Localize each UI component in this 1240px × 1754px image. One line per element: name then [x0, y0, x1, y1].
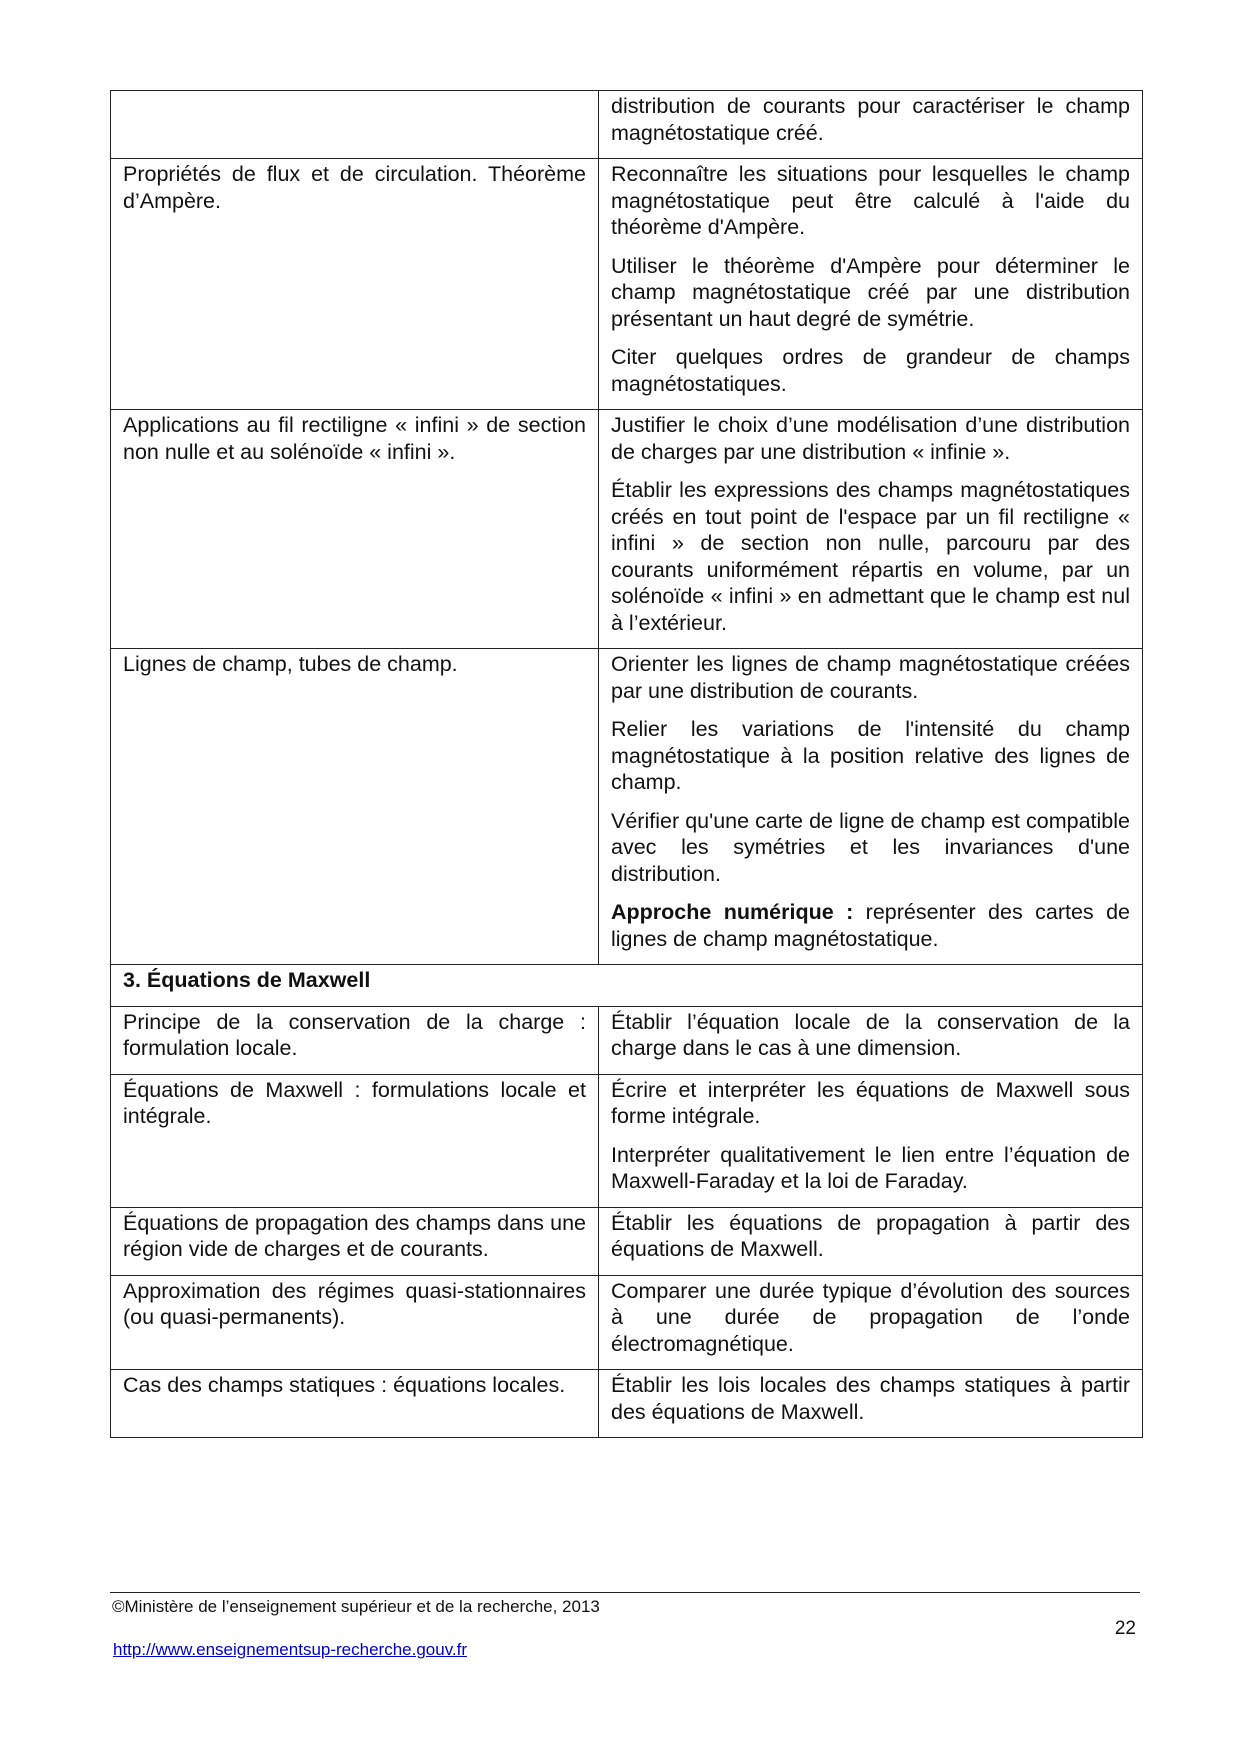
capacity-cell: [599, 410, 1143, 649]
footer-copyright: ©Ministère de l’enseignement supérieur et de la recherche, 2013: [112, 1597, 600, 1616]
numerical-approach-description: représenter des cartes de lignes de champ magnétostatique.: [611, 900, 1130, 951]
page-number: 22: [1114, 1618, 1136, 1639]
notion-cell: [111, 1006, 599, 1074]
capacity-text: Établir l’équation locale de la conservation de la charge dans le cas à une dimension.: [611, 1009, 1130, 1060]
numerical-approach-text: [611, 899, 1130, 952]
capacity-cell: [599, 1006, 1143, 1074]
section-title: 3. Équations de Maxwell: [111, 965, 1143, 1007]
notion-text: Cas des champs statiques : équations locales.: [123, 1373, 566, 1397]
table-row: [111, 1006, 1143, 1074]
table-row: [111, 1207, 1143, 1275]
footer-link[interactable]: http://www.enseignementsup-recherche.gouv.fr: [113, 1640, 468, 1659]
notion-text: Approximation des régimes quasi-stationnaires (ou quasi-permanents).: [123, 1278, 586, 1329]
capacity-text: Écrire et interpréter les équations de Maxwell sous forme intégrale.: [611, 1077, 1130, 1128]
capacity-cell: [599, 91, 1143, 159]
capacity-cell: [599, 1074, 1143, 1207]
table-row: [111, 649, 1143, 965]
table-row: [111, 91, 1143, 159]
notion-cell: [111, 159, 599, 410]
footer-divider: [110, 1592, 1140, 1593]
notion-text: Équations de Maxwell : formulations locale et intégrale.: [123, 1077, 586, 1128]
notion-cell: [111, 1074, 599, 1207]
table-row: [111, 1275, 1143, 1370]
program-table: [110, 90, 1143, 1438]
capacity-text: Reconnaître les situations pour lesquelles le champ magnétostatique peut être calculé à l'aide du théorème d'Ampère.: [611, 162, 1130, 239]
notion-cell: [111, 410, 599, 649]
numerical-approach-label: Approche numérique :: [611, 900, 854, 924]
notion-cell: [111, 91, 599, 159]
notion-text: Lignes de champ, tubes de champ.: [123, 652, 458, 676]
capacity-cell: [599, 649, 1143, 965]
capacity-text: Relier les variations de l'intensité du champ magnétostatique à la position relative des lignes de champ.: [611, 717, 1130, 794]
capacity-cell: [599, 1207, 1143, 1275]
table-row: [111, 410, 1143, 649]
capacity-text: Justifier le choix d’une modélisation d’une distribution de charges par une distribution « infinie ».: [611, 413, 1130, 464]
section-header-row: [111, 965, 1143, 1007]
table-row: [111, 1370, 1143, 1438]
notion-text: Équations de propagation des champs dans une région vide de charges et de courants.: [123, 1210, 586, 1261]
capacity-cell: [599, 159, 1143, 410]
notion-cell: [111, 1207, 599, 1275]
capacity-text: Interpréter qualitativement le lien entre l’équation de Maxwell-Faraday et la loi de Faraday.: [611, 1142, 1130, 1193]
capacity-text: Vérifier qu'une carte de ligne de champ est compatible avec les symétries et les invariances d'une distribution.: [611, 808, 1130, 886]
capacity-text: distribution de courants pour caractériser le champ magnétostatique créé.: [611, 94, 1130, 145]
capacity-text: Comparer une durée typique d’évolution des sources à une durée de propagation de l’onde électromagnétique.: [611, 1278, 1130, 1356]
table-row: [111, 1074, 1143, 1207]
capacity-text: Établir les lois locales des champs statiques à partir des équations de Maxwell.: [611, 1373, 1130, 1424]
notion-text: Applications au fil rectiligne « infini » de section non nulle et au solénoïde « infini ».: [123, 413, 586, 464]
notion-text: Propriétés de flux et de circulation. Théorème d’Ampère.: [123, 162, 586, 213]
capacity-text: Établir les équations de propagation à partir des équations de Maxwell.: [611, 1210, 1130, 1261]
capacity-cell: [599, 1275, 1143, 1370]
table-row: [111, 159, 1143, 410]
notion-cell: [111, 649, 599, 965]
capacity-text: Orienter les lignes de champ magnétostatique créées par une distribution de courants.: [611, 652, 1130, 703]
notion-text: Principe de la conservation de la charge : formulation locale.: [123, 1009, 586, 1060]
notion-cell: [111, 1275, 599, 1370]
capacity-text: Citer quelques ordres de grandeur de champs magnétostatiques.: [611, 345, 1130, 396]
capacity-cell: [599, 1370, 1143, 1438]
notion-cell: [111, 1370, 599, 1438]
capacity-text: Utiliser le théorème d'Ampère pour déterminer le champ magnétostatique créé par une distribution présentant un haut degré de symétrie.: [611, 253, 1130, 331]
capacity-text: Établir les expressions des champs magnétostatiques créés en tout point de l'espace par un fil rectiligne « infini » de section non nulle, parcouru par des courants uniformément répartis en volume, par un solénoïde « infini » en admettant que le champ est nul à l’extérieur.: [611, 478, 1130, 635]
